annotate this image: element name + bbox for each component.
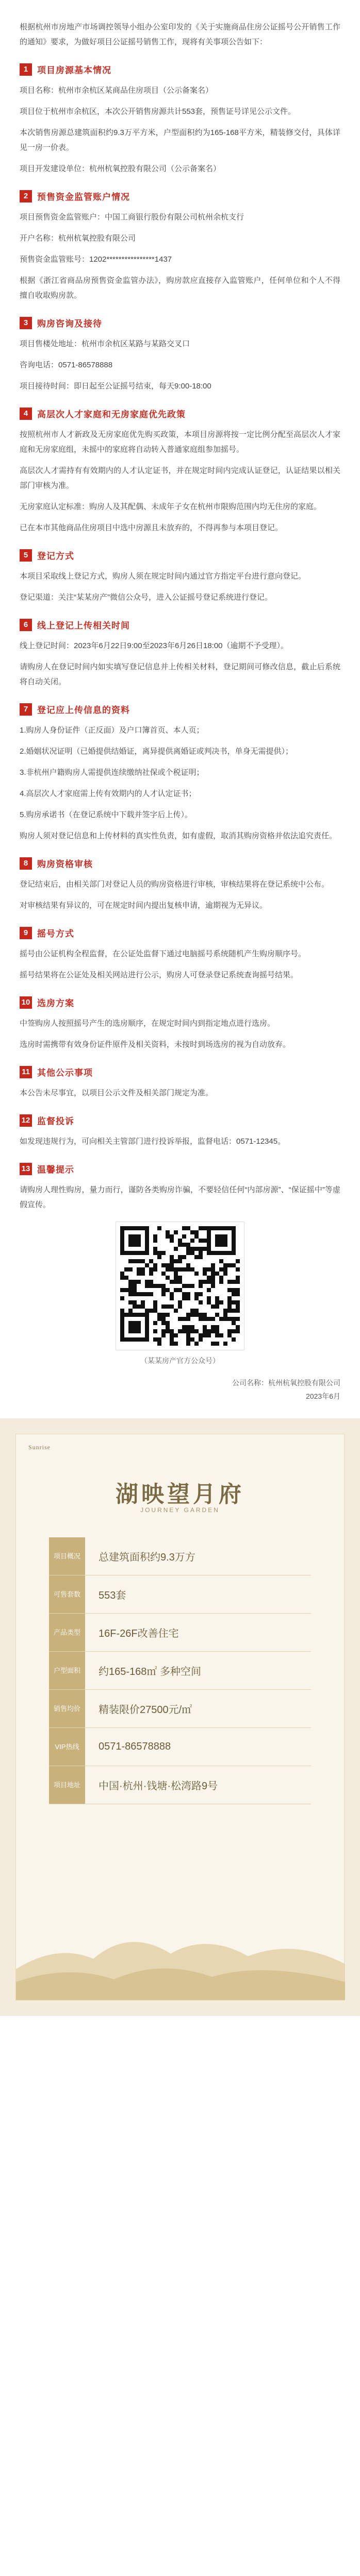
section-header [20, 316, 340, 329]
poster-row [49, 1614, 311, 1652]
poster-subtitle: JOURNEY GARDEN [140, 1506, 220, 1514]
poster-row-value: 16F-26F改善住宅 [99, 1628, 179, 1639]
poster-row-label: VIP热线 [49, 1728, 85, 1766]
mountain-landscape-icon [16, 1897, 345, 2000]
section-title: 登记应上传信息的资料 [37, 705, 130, 715]
section-number-badge: 13 [20, 1163, 32, 1175]
section-header [20, 926, 340, 939]
section-header [20, 996, 340, 1009]
poster-row-value: 总建筑面积约9.3万方 [99, 1552, 195, 1563]
section-paragraph: 咨询电话：0571-86578888 [20, 361, 113, 369]
section-title: 购房咨询及接待 [37, 319, 102, 329]
section-paragraph: 无房家庭认定标准：购房人及其配偶、未成年子女在杭州市限购范围内均无住房的家庭。 [20, 502, 322, 511]
section-number-badge: 6 [20, 619, 32, 631]
footer-date: 2023年6月 [306, 1392, 340, 1400]
section-paragraph: 登记渠道：关注“某某房产”微信公众号，进入公证摇号登记系统进行登记。 [20, 593, 272, 602]
section-number-badge: 5 [20, 549, 32, 562]
section-title: 其他公示事项 [37, 1068, 93, 1078]
section-paragraph: 如发现违规行为，可向相关主管部门进行投诉举报，监督电话：0571-12345。 [20, 1137, 286, 1146]
section-header [20, 857, 340, 870]
section-paragraph: 中签购房人按照摇号产生的选房顺序，在规定时间内到指定地点进行选房。 [20, 1019, 275, 1028]
section-paragraph: 摇号结果将在公证处及相关网站进行公示，购房人可登录登记系统查询摇号结果。 [20, 971, 299, 979]
poster-info-table [49, 1537, 311, 1804]
qr-caption: （某某房产官方公众号） [140, 1357, 220, 1365]
section-number-badge: 4 [20, 408, 32, 420]
section-title: 预售资金监管账户情况 [37, 192, 130, 202]
section-paragraph: 1.购房人身份证件（正反面）及户口簿首页、本人页； [20, 726, 204, 735]
intro-paragraph: 根据杭州市房地产市场调控领导小组办公室印发的《关于实施商品住房公证摇号公开销售工作的通知》要求，为做好项目公证摇号销售工作，现将有关事项公告如下： [20, 23, 340, 46]
section-number-badge: 7 [20, 703, 32, 716]
poster-row-value: 精装限价27500元/㎡ [99, 1704, 192, 1716]
project-poster [0, 1418, 360, 2016]
section-paragraph: 2.婚姻状况证明（已婚提供结婚证，离异提供离婚证或判决书，单身无需提供）； [20, 747, 293, 756]
footer-company: 公司名称：杭州杭氧控股有限公司 [232, 1379, 340, 1387]
section-paragraph: 已在本市其他商品住房项目中选中房源且未放弃的，不得再参与本项目登记。 [20, 523, 283, 532]
section-title: 监督投诉 [37, 1116, 74, 1126]
poster-row-value: 中国·杭州·钱塘·松湾路9号 [99, 1781, 218, 1792]
section-paragraph: 根据《浙江省商品房预售资金监管办法》，购房款应直接存入监管账户，任何单位和个人不得擅自收取购房款。 [20, 276, 340, 300]
poster-row-label: 项目概况 [49, 1537, 85, 1575]
section-paragraph: 项目位于杭州市余杭区，本次公开销售房源共计553套，预售证号详见公示文件。 [20, 107, 296, 116]
section-paragraph: 预售资金监管账号：1202****************1437 [20, 255, 172, 264]
poster-row-label: 产品类型 [49, 1614, 85, 1651]
section-paragraph: 选房时需携带有效身份证件原件及相关资料，未按时到场选房的视为自动放弃。 [20, 1040, 291, 1049]
sections-container [20, 63, 340, 1212]
section-paragraph: 按照杭州市人才新政及无房家庭优先购买政策，本项目房源将按一定比例分配至高层次人才家庭和无房家庭组，未摇中的家庭将自动转入普通家庭组参加摇号。 [20, 430, 340, 454]
qr-block [20, 1222, 340, 1366]
section-number-badge: 1 [20, 63, 32, 76]
poster-row-value: 553套 [99, 1590, 126, 1601]
poster-row-label: 可售套数 [49, 1575, 85, 1613]
section-paragraph: 本项目采取线上登记方式，购房人须在规定时间内通过官方指定平台进行意向登记。 [20, 572, 306, 581]
section-title: 温馨提示 [37, 1165, 74, 1175]
section-header [20, 549, 340, 562]
bottom-space [0, 2016, 360, 2037]
poster-logo: Sunrise [28, 1444, 51, 1451]
section-title: 摇号方式 [37, 929, 74, 939]
section-paragraph: 摇号由公证机构全程监督，在公证处监督下通过电脑摇号系统随机产生购房顺序号。 [20, 950, 306, 958]
section-number-badge: 10 [20, 996, 32, 1009]
section-title: 购房资格审核 [37, 859, 93, 869]
section-paragraph: 项目名称：杭州市余杭区某商品住房项目（公示备案名） [20, 86, 214, 95]
poster-row [49, 1537, 311, 1575]
section-header [20, 63, 340, 76]
section-number-badge: 9 [20, 927, 32, 939]
section-paragraph: 登记结束后，由相关部门对登记人员的购房资格进行审核，审核结果将在登记系统中公布。 [20, 880, 330, 889]
poster-row-value: 0571-86578888 [99, 1741, 171, 1752]
section-header [20, 618, 340, 631]
section-paragraph: 项目预售资金监管账户：中国工商银行股份有限公司杭州余杭支行 [20, 213, 244, 222]
section-paragraph: 开户名称：杭州杭氧控股有限公司 [20, 234, 136, 243]
qr-code[interactable] [116, 1222, 244, 1350]
section-header [20, 1065, 340, 1078]
section-number-badge: 11 [20, 1066, 32, 1078]
section-paragraph: 5.购房承诺书（在登记系统中下载并签字后上传）。 [20, 810, 193, 819]
section-paragraph: 项目接待时间：即日起至公证摇号结束，每天9:00-18:00 [20, 382, 211, 391]
section-header [20, 1162, 340, 1175]
poster-row-value: 约165-168㎡ 多种空间 [99, 1666, 201, 1677]
section-number-badge: 12 [20, 1114, 32, 1127]
section-number-badge: 3 [20, 317, 32, 329]
poster-row [49, 1652, 311, 1690]
section-paragraph: 本公告未尽事宜，以项目公示文件及相关部门规定为准。 [20, 1089, 214, 1097]
section-paragraph: 对审核结果有异议的，可在规定时间内提出复核申请，逾期视为无异议。 [20, 901, 268, 910]
section-paragraph: 线上登记时间：2023年6月22日9:00至2023年6月26日18:00（逾期不予受理）。 [20, 641, 289, 650]
qr-code-image [116, 1222, 244, 1350]
section-paragraph: 请购房人理性购房，量力而行，谨防各类购房诈骗，不要轻信任何“内部房源”、“保证摇中”等虚假宣传。 [20, 1185, 340, 1209]
section-number-badge: 8 [20, 857, 32, 870]
section-paragraph: 项目开发建设单位：杭州杭氧控股有限公司（公示备案名） [20, 164, 221, 173]
section-paragraph: 购房人须对登记信息和上传材料的真实性负责，如有虚假，取消其购房资格并依法追究责任。 [20, 832, 337, 840]
footer [20, 1376, 340, 1403]
section-number-badge: 2 [20, 190, 32, 202]
section-title: 项目房源基本情况 [37, 65, 111, 75]
section-title: 选房方案 [37, 998, 74, 1008]
section-header [20, 1114, 340, 1127]
poster-row-label: 项目地址 [49, 1766, 85, 1804]
section-paragraph: 高层次人才需持有有效期内的人才认定证书，并在规定时间内完成认证登记，认证结果以相关部门审核为准。 [20, 466, 340, 490]
section-title: 登记方式 [37, 551, 74, 561]
section-header [20, 407, 340, 420]
section-paragraph: 本次销售房源总建筑面积约9.3万平方米，户型面积约为165-168平方米，精装修交付，具体详见一房一价表。 [20, 128, 340, 152]
section-paragraph: 项目售楼处地址：杭州市余杭区某路与某路交叉口 [20, 340, 190, 348]
poster-row-label: 户型面积 [49, 1652, 85, 1689]
section-paragraph: 4.高层次人才家庭需上传有效期内的人才认定证书； [20, 789, 197, 798]
poster-row [49, 1575, 311, 1614]
section-paragraph: 3.非杭州户籍购房人需提供连续缴纳社保或个税证明； [20, 768, 204, 777]
section-paragraph: 请购房人在登记时间内如实填写登记信息并上传相关材料，登记期间可修改信息，截止后系统将自动关闭。 [20, 663, 340, 686]
poster-title: 湖映望月府 [116, 1481, 244, 1507]
poster-row-label: 销售均价 [49, 1690, 85, 1727]
poster-row [49, 1728, 311, 1766]
poster-frame [15, 1434, 345, 2001]
section-title: 线上登记上传相关时间 [37, 621, 130, 631]
section-title: 高层次人才家庭和无房家庭优先政策 [37, 410, 186, 419]
poster-row [49, 1766, 311, 1804]
poster-row [49, 1690, 311, 1728]
section-header [20, 190, 340, 202]
section-header [20, 703, 340, 716]
